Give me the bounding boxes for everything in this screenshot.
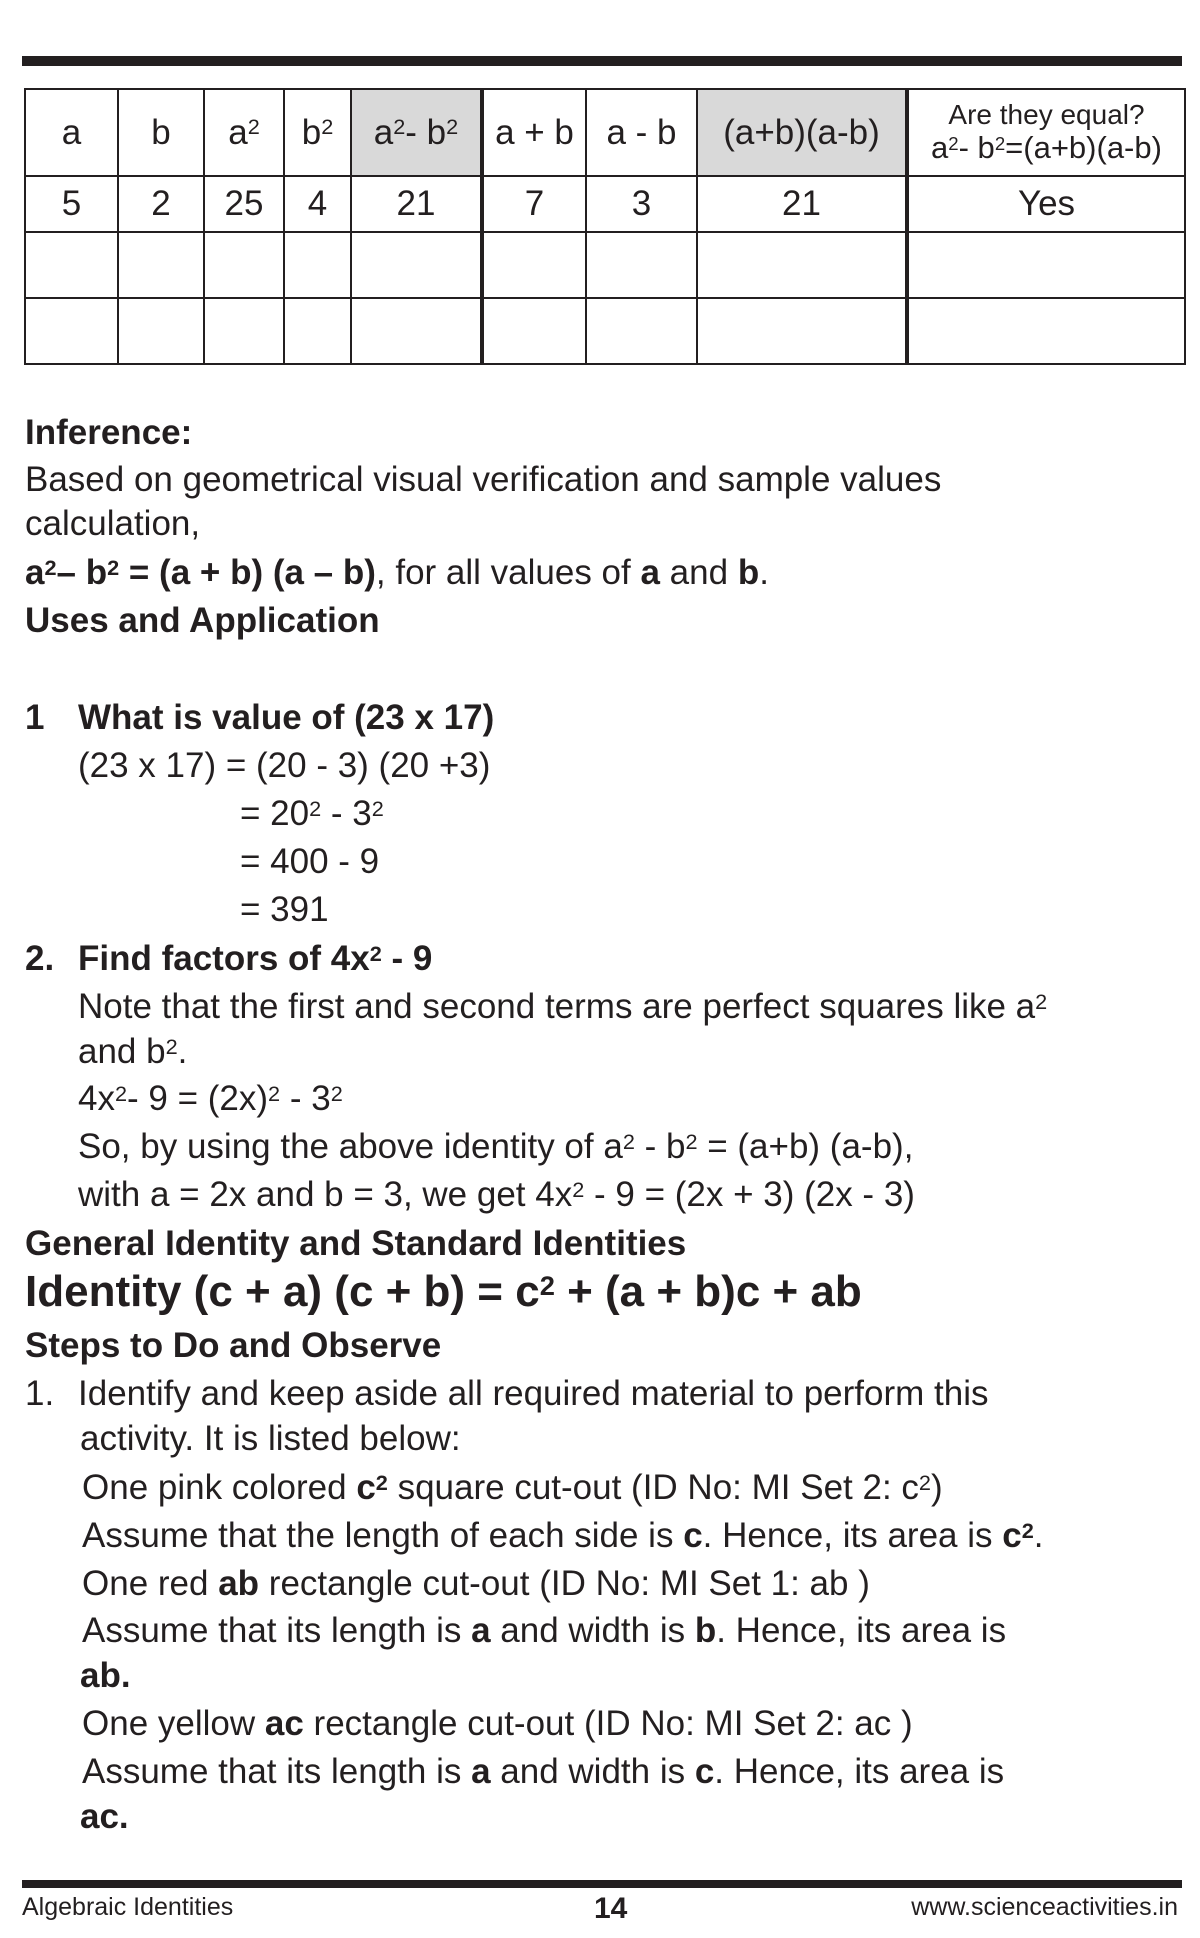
question-2-so-line: So, by using the above identity of $a^2 - b^2 = (a+b)$ (a-b), [78, 1127, 914, 1166]
header-b-squared: $b^2$ [284, 89, 351, 176]
header-a: a [25, 89, 118, 176]
cell-a-plus-b: 7 [482, 176, 586, 232]
empty-cell[interactable] [25, 298, 118, 364]
assumption-c-squared: Assume that the length of each side is c. Hence, its area is $c^2$. [82, 1516, 1044, 1555]
cell-difference: 21 [351, 176, 482, 232]
empty-cell[interactable] [284, 232, 351, 298]
question-1-step-2: = $20^2 - 3^2$ [240, 794, 384, 833]
question-2-title: Find factors of $4x^2 - 9$ [78, 939, 433, 978]
question-1-step-3: = 400 - 9 [240, 842, 380, 881]
table-row [25, 176, 1185, 232]
empty-cell[interactable] [482, 298, 586, 364]
question-1-step-1: (23 x 17) = (20 - 3) (20 +3) [78, 746, 491, 785]
top-rule [22, 56, 1182, 66]
question-1-title: What is value of (23 x 17) [78, 698, 495, 737]
empty-cell[interactable] [284, 298, 351, 364]
empty-cell[interactable] [351, 232, 482, 298]
cell-a: 5 [25, 176, 118, 232]
question-2-equation: $4x^2-$ $9 = (2x)^2 - 3^2$ [78, 1079, 343, 1118]
values-table [24, 88, 1186, 365]
question-1-step-4: = 391 [240, 890, 329, 929]
empty-cell[interactable] [907, 298, 1185, 364]
material-yellow-rectangle: One yellow ac rectangle cut-out (ID No: MI Set 2: ac ) [82, 1704, 913, 1743]
step-1-line-2: activity. It is listed below: [80, 1419, 461, 1458]
assumption-ac: Assume that its length is a and width is c. Hence, its area is [82, 1752, 1005, 1791]
empty-cell[interactable] [118, 232, 204, 298]
empty-cell[interactable] [482, 232, 586, 298]
table-header-row [25, 89, 1185, 176]
steps-heading: Steps to Do and Observe [25, 1326, 442, 1365]
header-a-squared: $a^2$ [204, 89, 284, 176]
empty-cell[interactable] [697, 232, 907, 298]
assumption-ab-result: ab. [80, 1656, 131, 1695]
bottom-rule [22, 1880, 1182, 1888]
empty-cell[interactable] [697, 298, 907, 364]
footer-website[interactable]: www.scienceactivities.in [911, 1893, 1178, 1921]
empty-cell[interactable] [204, 232, 284, 298]
header-a-plus-b: a + b [482, 89, 586, 176]
footer-book-title: Algebraic Identities [22, 1893, 234, 1921]
material-red-rectangle: One red ab rectangle cut-out (ID No: MI Set 1: ab ) [82, 1564, 870, 1603]
identity-heading: Identity (c + a) $(c + b) = c^2 + (a + b)c$ + ab [25, 1267, 862, 1316]
inference-identity: $a^2-$ $b^2 = (a + b)$ (a – b), for all values of a and b. [25, 553, 769, 592]
empty-cell[interactable] [25, 232, 118, 298]
table-row-empty [25, 298, 1185, 364]
page-number: 14 [594, 1892, 628, 1925]
question-1-number: 1 [25, 698, 45, 737]
empty-cell[interactable] [204, 298, 284, 364]
header-b: b [118, 89, 204, 176]
cell-a-minus-b: 3 [586, 176, 697, 232]
empty-cell[interactable] [118, 298, 204, 364]
header-a-minus-b: a - b [586, 89, 697, 176]
material-pink-square: One pink colored $c^2$ square cut-out (ID No: MI Set 2: $c^2$) [82, 1468, 943, 1507]
equal-formula: $a^2-$ $b^2=(a+b)(a-b)$ [931, 129, 1162, 165]
general-identity-heading: General Identity and Standard Identities [25, 1224, 687, 1263]
empty-cell[interactable] [586, 298, 697, 364]
inference-heading: Inference: [25, 413, 193, 452]
empty-cell[interactable] [907, 232, 1185, 298]
equal-question: Are they equal? [948, 98, 1145, 130]
cell-a-squared: 25 [204, 176, 284, 232]
header-difference-of-squares: $a^2-$ $b^2$ [351, 89, 482, 176]
table-row-empty [25, 232, 1185, 298]
inference-text-line-2: calculation, [25, 504, 201, 543]
question-2-result-line: with a = 2x and b = 3, we get $4x^2 - 9 = (2x + 3)$ (2x - 3) [78, 1175, 915, 1214]
cell-product: 21 [697, 176, 907, 232]
cell-b-squared: 4 [284, 176, 351, 232]
assumption-ac-result: ac. [80, 1797, 129, 1836]
header-are-they-equal [907, 89, 1185, 176]
question-2-note-line-2: and $b^2$. [78, 1032, 188, 1071]
inference-text-line-1: Based on geometrical visual verification and sample values [25, 460, 942, 499]
step-1-number: 1. [25, 1374, 55, 1413]
cell-b: 2 [118, 176, 204, 232]
question-2-number: 2. [25, 939, 55, 978]
empty-cell[interactable] [351, 298, 482, 364]
header-product: (a+b)(a-b) [697, 89, 907, 176]
empty-cell[interactable] [586, 232, 697, 298]
cell-equal: Yes [907, 176, 1185, 232]
uses-heading: Uses and Application [25, 601, 380, 640]
step-1-line-1: Identify and keep aside all required material to perform this [78, 1374, 989, 1413]
assumption-ab: Assume that its length is a and width is b. Hence, its area is [82, 1611, 1007, 1650]
question-2-note-line-1: Note that the first and second terms are perfect squares like $a^2$ [78, 987, 1048, 1026]
